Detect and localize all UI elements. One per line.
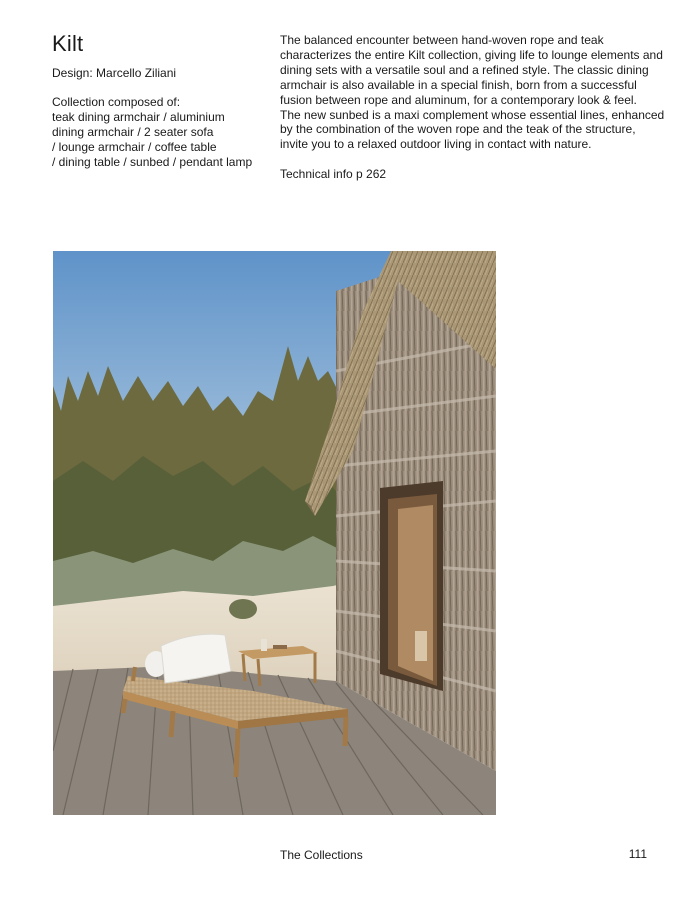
description-line: invite you to a relaxed outdoor living in contact with nature. <box>280 137 592 152</box>
composition-line: dining armchair / 2 seater sofa <box>52 125 214 139</box>
collection-composition <box>52 95 267 170</box>
collection-description <box>280 33 665 152</box>
designer-credit: Design: Marcello Ziliani <box>52 66 177 80</box>
page-number: 111 <box>628 847 647 861</box>
description-line: fusion between rope and aluminum, for a contemporary look & feel. <box>280 92 637 107</box>
description-line: by the combination of the woven rope and the teak of the structure, <box>280 122 636 137</box>
footer-section-label: The Collections <box>280 848 363 862</box>
composition-line: / dining table / sunbed / pendant lamp <box>52 155 253 169</box>
description-line: characterizes the entire Kilt collection, giving life to lounge elements and <box>280 47 663 62</box>
product-photo <box>53 251 496 815</box>
description-line: The new sunbed is a maxi complement whose essential lines, enhanced <box>280 107 665 122</box>
collection-title: Kilt <box>52 31 84 56</box>
technical-info-reference: Technical info p 262 <box>280 167 387 181</box>
description-line: armchair is also available in a special finish, born from a successful <box>280 77 637 92</box>
composition-heading: Collection composed of: <box>52 95 181 109</box>
description-line: The balanced encounter between hand-woven rope and teak <box>280 33 604 47</box>
description-line: dining sets with a versatile soul and a refined style. The classic dining <box>280 62 649 77</box>
composition-line: teak dining armchair / aluminium <box>52 110 225 124</box>
composition-line: / lounge armchair / coffee table <box>52 140 217 154</box>
